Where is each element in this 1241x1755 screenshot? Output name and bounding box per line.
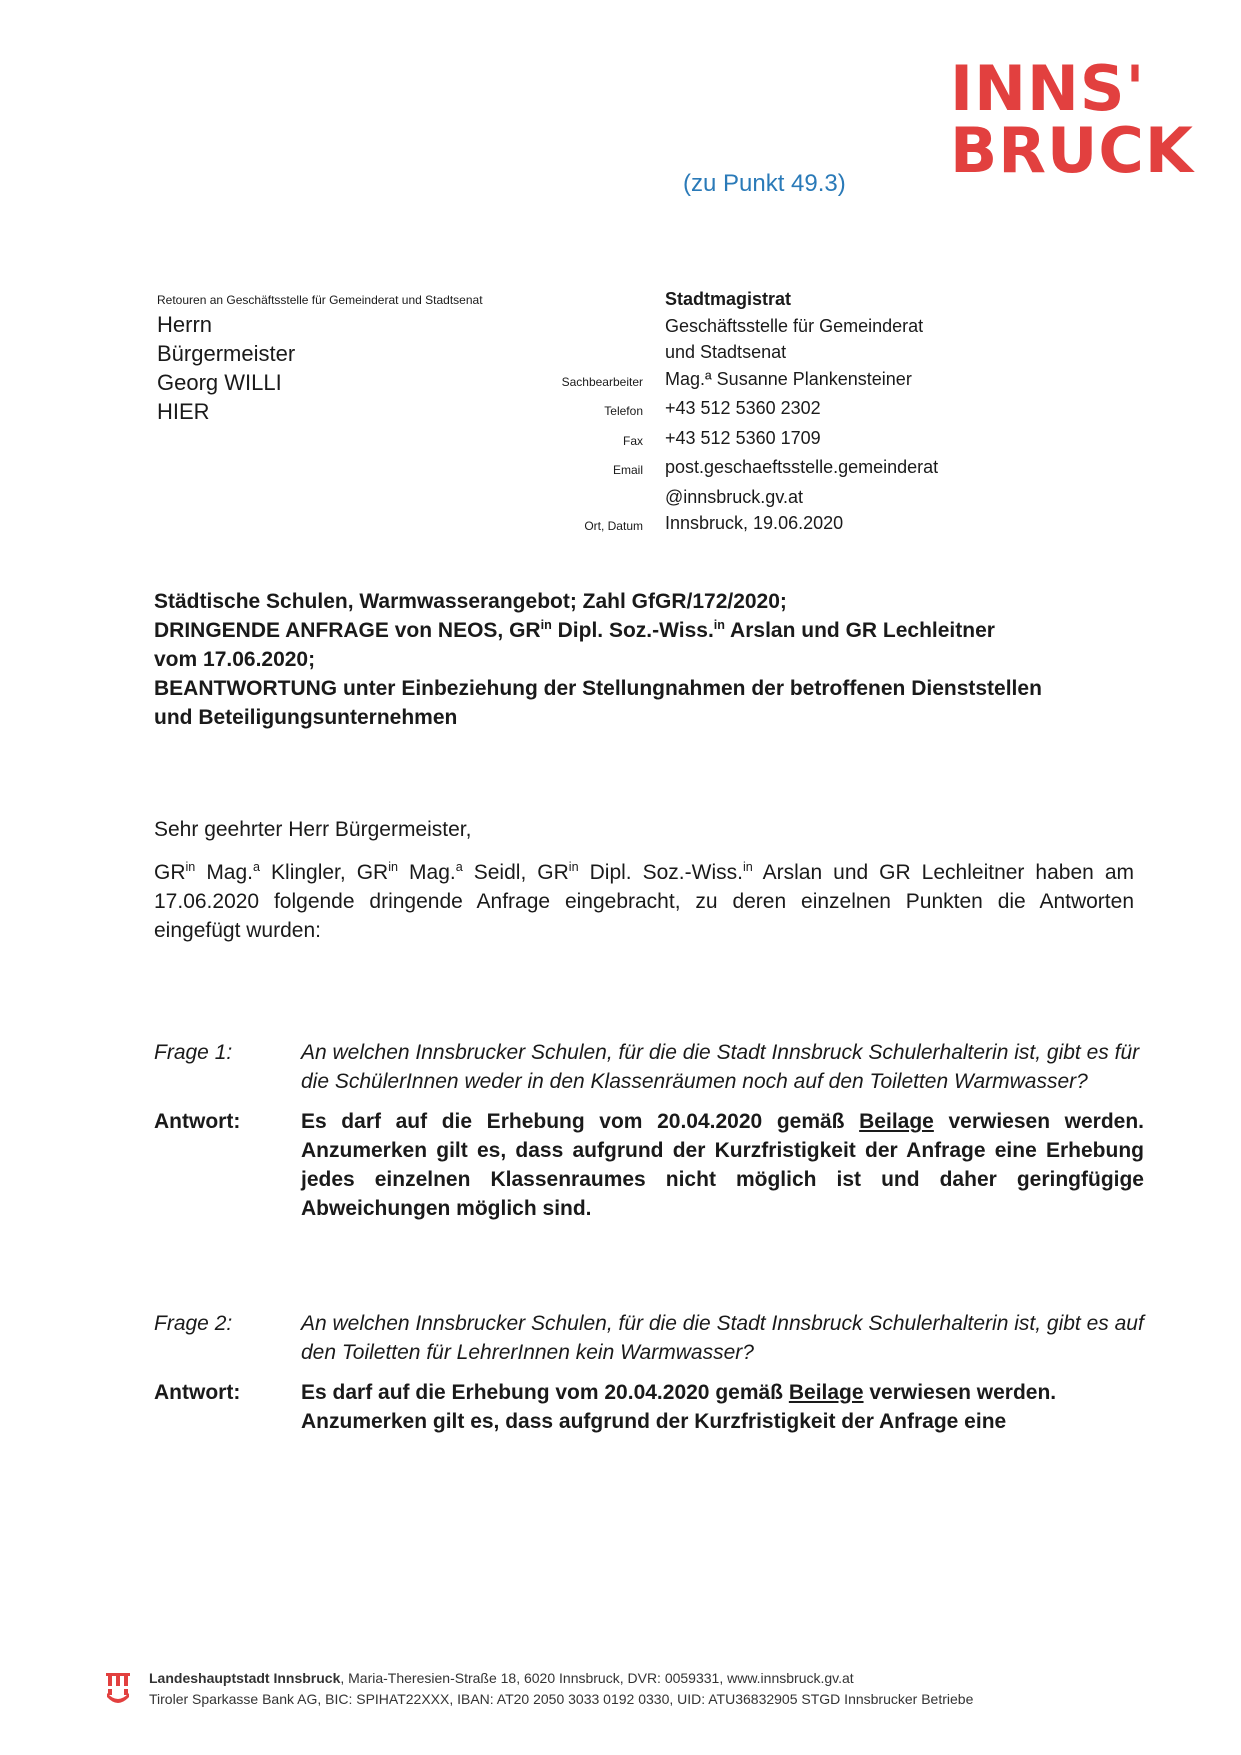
recipient-block [157, 310, 295, 426]
footer-line-2: Tiroler Sparkasse Bank AG, BIC: SPIHAT22XXX, IBAN: AT20 2050 3033 0192 0330, UID: ATU36832905 STGD Innsbrucker Betriebe [149, 1691, 974, 1707]
answer-label: Antwort: [154, 1381, 241, 1404]
city-crest-icon [105, 1671, 131, 1707]
fax-label: Fax [622, 433, 643, 448]
return-address: Retouren an Geschäftsstelle für Gemeinderat und Stadtsenat [157, 293, 483, 307]
question-text: An welchen Innsbrucker Schulen, für die die Stadt Innsbruck Schulerhalterin ist, gibt es auf den Toiletten für LehrerInnen kein Warmwasser? [301, 1312, 1144, 1364]
subject-line: vom 17.06.2020; [154, 648, 316, 671]
clerk-name: Mag.ª Susanne Plankensteiner [665, 368, 912, 389]
recipient-line: HIER [157, 399, 210, 424]
footer-line-1: Landeshauptstadt Innsbruck, Maria-Theresien-Straße 18, 6020 Innsbruck, DVR: 0059331, www.innsbruck.gv.at [149, 1670, 854, 1686]
clerk-label: Sachbearbeiter [561, 374, 643, 389]
logo-line-2: BRUCK [950, 114, 1194, 187]
email-label: Email [612, 463, 643, 477]
question-block [154, 1309, 1144, 1447]
fax-value: +43 512 5360 1709 [665, 427, 821, 448]
question-label: Frage 1: [154, 1041, 233, 1064]
email-value-cont: @innsbruck.gv.at [665, 486, 803, 507]
phone-value: +43 512 5360 2302 [665, 398, 821, 418]
salutation: Sehr geehrter Herr Bürgermeister, [154, 818, 472, 841]
subject-line: BEANTWORTUNG unter Einbeziehung der Stellungnahmen der betroffenen Dienststellen [154, 677, 1042, 700]
subject-line: DRINGENDE ANFRAGE von NEOS, $GR^{in}$ Dipl. Soz.-Wiss.$^{in}$ Arslan und GR Lechleitner [154, 618, 995, 642]
answer-text: Es darf auf die Erhebung vom 20.04.2020 gemäß Beilage verwiesen werden. Anzumerken gilt es, dass aufgrund der Kurzfristigkeit der Anfrage eine Erhebung jedes einzelnen Klassenraumes nicht möglich ist und daher geringfügige Abweichungen möglich sind. [301, 1110, 1145, 1220]
intro-paragraph: $GR^{in}$ Mag.$^a$ Klingler, $GR^{in}$ Mag.$^a$ Seidl, $GR^{in}$ Dipl. Soz.-Wiss.$^{in}$ Arslan und GR Lechleitner haben am 17.06.2020 folgende dringende Anfrage eingebracht, zu deren einzelnen Punkten die Antworten eingefügt wurden: [154, 860, 1134, 942]
sender-dept: Geschäftsstelle für Gemeinderat [665, 315, 924, 336]
answer-label: Antwort: [154, 1110, 241, 1133]
date-label: Ort, Datum [584, 519, 643, 533]
agenda-reference: (zu Punkt 49.3) [683, 170, 846, 197]
recipient-line: Herrn [157, 312, 213, 337]
attachment-link[interactable]: Beilage [859, 1110, 934, 1133]
date-value: Innsbruck, 19.06.2020 [665, 513, 844, 533]
subject-line: und Beteiligungsunternehmen [154, 706, 458, 729]
recipient-line: Bürgermeister [157, 341, 296, 366]
question-text: An welchen Innsbrucker Schulen, für die die Stadt Innsbruck Schulerhalterin ist, gibt es für die SchülerInnen weder in den Klassenräumen noch auf den Toiletten Warmwasser? [301, 1041, 1140, 1093]
recipient-line: Georg WILLI [157, 370, 282, 395]
subject-line: Städtische Schulen, Warmwasserangebot; Zahl GfGR/172/2020; [154, 590, 787, 613]
logo-line-1: INNS' [950, 52, 1146, 125]
attachment-link[interactable]: Beilage [788, 1381, 864, 1404]
question-block [154, 1038, 1144, 1234]
sender-org: Stadtmagistrat [665, 289, 792, 309]
subject-block [154, 587, 1144, 732]
phone-label: Telefon [604, 404, 643, 418]
innsbruck-logo [950, 52, 1194, 187]
sender-dept: und Stadtsenat [665, 342, 787, 362]
answer-text: Es darf auf die Erhebung vom 20.04.2020 gemäß Beilage verwiesen werden. Anzumerken gilt es, dass aufgrund der Kurzfristigkeit der Anfrage eine [301, 1381, 1057, 1433]
question-label: Frage 2: [154, 1312, 233, 1335]
sender-block [500, 286, 1020, 540]
email-value: post.geschaeftsstelle.gemeinderat [665, 457, 939, 477]
